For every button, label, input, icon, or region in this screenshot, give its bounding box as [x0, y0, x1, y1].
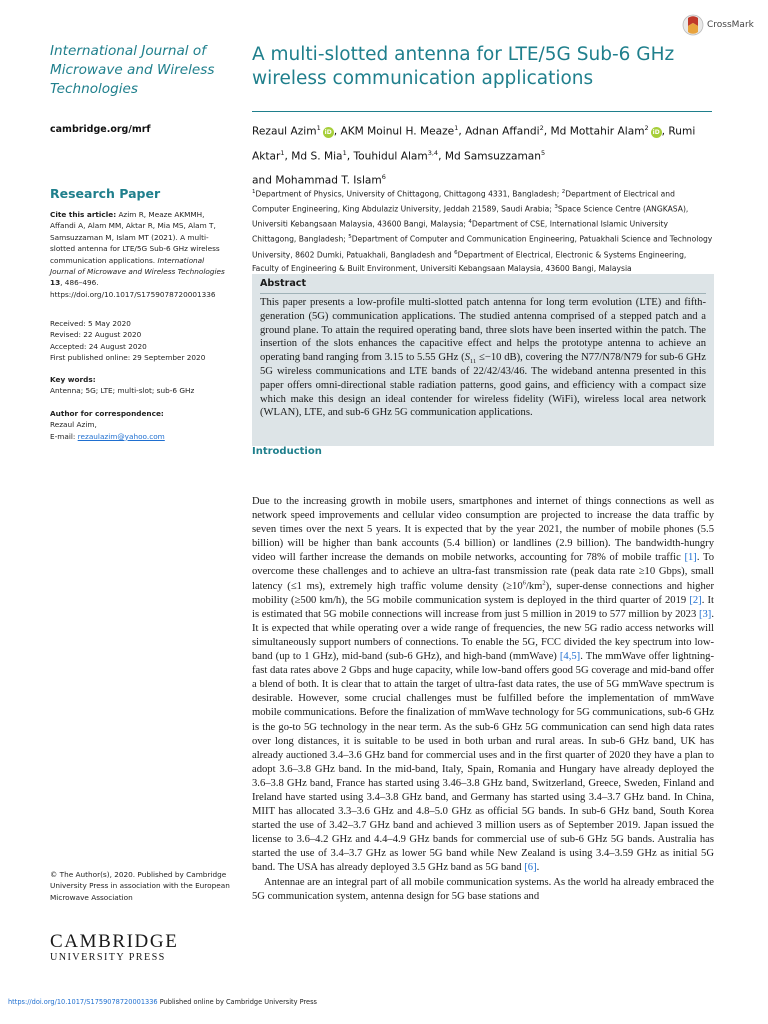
affiliation-number: 5	[348, 234, 352, 241]
paper-title: A multi-slotted antenna for LTE/5G Sub-6 GHz wireless communication applications	[252, 44, 675, 89]
citation-ref-6[interactable]: [6]	[524, 862, 537, 874]
abstract-part-1: This paper presents a low-profile multi-slotted patch antenna for long term evolution (LTE) and fifth-generation (5G) communication applications. The studied antenna comprised of a stepped patch and a ground plane. To attain the required operating band, three slots have been inserted within the patch. The insertion of the slots enhances the capacitive effect and helps the prototype antenna to achieve an operating band ranging from 3.15 to 5.55 GHz (	[260, 297, 706, 364]
introduction-heading: Introduction	[252, 446, 322, 457]
cite-volume: 13	[50, 278, 61, 288]
intro-paragraph-1	[252, 495, 714, 876]
author-name[interactable]: Rezaul Azim	[252, 125, 317, 138]
author-affiliation-number: 1	[316, 124, 321, 132]
author-affiliation-number: 1	[454, 124, 459, 132]
author-name[interactable]: Adnan Affandi	[465, 125, 540, 138]
affiliation-text: Space Science Centre (ANGKASA), Universiti Kebangsaan Malaysia, 43600 Bangi, Malaysia;	[252, 204, 689, 229]
intro-text: . It is expected that while operating over a wide range of frequencies, the new 5G radio access networks will simultaneously support numbers of connections. To enable the 5G, FCC divided the key spectrum into low-band (up to 1 GHz), mid-band (sub-6 GHz), and high-band (mmWave)	[252, 608, 714, 663]
affiliation-number: 1	[252, 189, 256, 195]
intro-text: .	[536, 862, 540, 874]
page-footer	[8, 998, 317, 1006]
author-affiliation-number: 3,4	[427, 148, 439, 157]
journal-website-link[interactable]: cambridge.org/mrf	[50, 124, 151, 135]
publisher-line2: UNIVERSITY PRESS	[50, 952, 166, 963]
abstract-s-symbol: S	[464, 352, 470, 364]
cite-pages-doi[interactable]: , 486–496. https://doi.org/10.1017/S1759078720001336	[50, 278, 216, 299]
accepted-date: Accepted: 24 August 2020	[50, 341, 147, 351]
crossmark-label: CrossMark	[707, 20, 754, 30]
author-affiliation-number: 1	[342, 148, 347, 157]
citation-ref-3[interactable]: [3]	[698, 608, 712, 620]
abstract-box	[252, 274, 714, 446]
crossmark-badge[interactable]	[682, 12, 762, 38]
author-list: Rezaul Azim$^1$iD , AKM Moinul H. Meaze$^1$, Adnan Affandi$^2$, Md Mottahir Alam$^2$iD , Rumi Aktar$^1$, Md S. Mia$^1$, Touhidul Alam$^{3,4}$, Md Samsuzzaman$^5$ and Mohammad T. Islam$^6$	[252, 124, 696, 187]
journal-name[interactable]: International Journal of Microwave and Wireless Technologies	[50, 43, 215, 97]
cite-text: Azim R, Meaze AKMMH, Affandi A, Alam MM, Aktar R, Mia MS, Alam T, Samsuzzaman M, Islam MT (2021). A multi-slotted antenna for LTE/5G Sub-6 GHz wireless communication applications.	[50, 210, 220, 265]
author-affiliation-number: 2	[539, 124, 544, 132]
citation-ref-2[interactable]: [2]	[689, 594, 702, 606]
intro-text: /km	[525, 580, 543, 592]
article-dates	[50, 318, 240, 364]
author-name[interactable]: Mohammad T. Islam	[275, 174, 382, 187]
affiliation-number: 6	[454, 249, 458, 256]
keywords-block	[50, 374, 240, 397]
author-name[interactable]: Md Samsuzzaman	[444, 150, 541, 163]
email-prefix: E-mail:	[50, 431, 78, 441]
superscript: 2	[542, 579, 546, 587]
intro-text: . It is estimated that 5G mobile connections will increase from just 5 million in 2019 to 577 million by 2023	[252, 594, 714, 620]
email-link[interactable]: rezaulazim@yahoo.com	[77, 431, 165, 441]
author-affiliation-number: 1	[280, 148, 285, 157]
cambridge-university-press-logo	[50, 932, 178, 964]
citation-ref-1[interactable]: [1]	[684, 552, 697, 564]
correspondence-label: Author for correspondence:	[50, 409, 164, 418]
keywords-label: Key words:	[50, 375, 96, 384]
author-name[interactable]: Md Mottahir Alam	[550, 125, 645, 138]
author-affiliation-number: 2	[644, 124, 649, 132]
abstract-s-subscript: 11	[470, 358, 477, 366]
received-date: Received: 5 May 2020	[50, 319, 131, 328]
affiliation-text: Department of Electrical, Electronic & Systems Engineering, Faculty of Engineering & Built Environment, Universiti Kebangsaan Malaysia, 43600 Bangi, Malaysia	[252, 250, 687, 273]
abstract-title: Abstract	[260, 278, 307, 289]
orcid-icon[interactable]: iD	[324, 128, 332, 136]
intro-text: ), super-dense connections and higher mobility (≥500 km/h), the 5G mobile communication system is deployed in the third quarter of 2019	[252, 580, 714, 606]
footer-text: Published online by Cambridge University Press	[157, 998, 317, 1006]
author-and: and	[252, 174, 272, 187]
author-name[interactable]: AKM Moinul H. Meaze	[340, 125, 455, 138]
cite-journal: International Journal of Microwave and Wireless Technologies	[50, 255, 225, 277]
citation-block	[50, 209, 230, 300]
affiliation-number: 3	[554, 204, 558, 211]
publisher-line1: CAMBRIDGE	[50, 931, 179, 952]
abstract-part-2: ≤−10 dB), covering the N77/N78/N79 for sub-6 GHz 5G wireless communications and LTE bands of 22/42/43/46. The wideband antenna presented in this paper offers omni-directional stable radiation patterns, good gains, and efficiency with a compact size which make this design an ideal contender for wireless fidelity (WiFi), wireless local area network (WLAN), LTE, and sub-6 GHz 5G communication applications.	[260, 352, 706, 419]
affiliation-text: Department of Electrical and Computer Engineering, King Abdulaziz University, Jeddah 21589, Saudi Arabia;	[252, 189, 675, 214]
author-name[interactable]: Touhidul Alam	[353, 150, 428, 163]
intro-text: . To overcome these challenges and to achieve an ultra-fast transmission rate (peak data rate ≥10 Gbps), small latency (≤1 ms), extremely high traffic volume density (≥10	[252, 552, 714, 592]
cite-label: Cite this article:	[50, 210, 117, 219]
author-affiliation-number: 5	[540, 148, 546, 157]
published-date: First published online: 29 September 2020	[50, 353, 206, 363]
affiliations	[252, 186, 714, 275]
citation-ref-4-5[interactable]: [4,5]	[559, 651, 581, 663]
affiliation-number: 4	[468, 219, 472, 226]
keywords-list: Antenna; 5G; LTE; multi-slot; sub-6 GHz	[50, 386, 195, 396]
abstract-text	[260, 296, 706, 420]
superscript: 6	[522, 579, 526, 587]
title-divider	[252, 111, 712, 112]
affiliation-text: Department of Computer and Communication Engineering, Patuakhali Science and Technology University, 8602 Dumki, Patuakhali, Bangladesh and	[252, 234, 713, 260]
footer-doi-link[interactable]: https://doi.org/10.1017/S1759078720001336	[8, 998, 158, 1006]
intro-paragraph-2: Antennae are an integral part of all mobile communication systems. As the world ha already embraced the 5G communication system, antenna design for 5G base stations and	[252, 876, 714, 902]
article-type-label: Research Paper	[50, 186, 161, 201]
abstract-divider	[260, 293, 706, 294]
copyright-notice: © The Author(s), 2020. Published by Cambridge University Press in association with the European Microwave Association	[50, 870, 230, 902]
crossmark-icon	[682, 14, 704, 36]
affiliation-number: 2	[561, 189, 566, 195]
affiliation-text: Department of CSE, International Islamic University Chittagong, Bangladesh;	[252, 219, 668, 244]
author-name[interactable]: Rumi Aktar	[252, 125, 696, 163]
correspondence-block	[50, 408, 240, 442]
intro-text: Due to the increasing growth in mobile users, smartphones and internet of things connections as well as network speed improvements and cellular video consumption are projected to increase the data traffic by seven times over the next 5 years. It is expected that by the year 2021, the number of mobile phones (5.5 billion) will be higher than bank accounts (5.4 billion) or landlines (2.9 billion). The bandwidth-hungry video will farther increase the demands on mobile networks, accounting for 78% of mobile traffic	[252, 496, 714, 564]
introduction-body	[252, 495, 714, 904]
orcid-icon[interactable]: iD	[652, 128, 660, 136]
intro-text: . The mmWave offer lightning-fast data rates above 2 Gbps and huge capacity, while low-band offers good 5G coverage and mid-band offer a blend of both. It is clear that to attain the target of ultra-fast data rates, the use of 5G mmWave spectrum is desirable. However, some crucial challenges must be fulfilled before the implementation of mmWave mobile communications. Before the finalization of mmWave technology for 5G communications, sub-6 GHz is the go-to 5G technology in the near term. As the sub-6 GHz 5G communication can send high data rates over long distances, it is suitable to be used in both urban and rural areas. In sub-6 GHz band, UK has already auctioned 3.4–3.6 GHz band for commercial uses and in the first quarter of 2020 they have a plan to adopt 3.6–3.8 GHz band. In the mid-band, Italy, Spain, Romania and Hungary have already deployed the 3.6–3.8 GHz band, France has started using 3.46–3.8 GHz band, Switzerland, Greece, Sweden, Finland and Ireland have started using 3.4–3.8 GHz band, and Germany has started using 3.4–3.7 GHz band. In China, MIIT has allocated 3.3–3.6 GHz and 4.8–5.0 GHz as official 5G bands. In sub-6 GHz band, South Korea started the use of 3.42–3.7 GHz band and achieved 3 million users as of September 2019. Japan issued the license to 3.6–4.2 GHz and 4.4–4.9 GHz bands for commercial use of sub-6 GHz 5G bands. Australia has started the use of 3.4–3.7 GHz as lower 5G band while New Zealand is using 3.4–3.59 GHz as initial 5G band. The USA has already deployed 3.5 GHz band as 5G band	[252, 651, 714, 874]
revised-date: Revised: 22 August 2020	[50, 330, 142, 340]
affiliation-text: Department of Physics, University of Chittagong, Chittagong 4331, Bangladesh;	[255, 189, 562, 199]
author-affiliation-number: 6	[381, 173, 386, 182]
correspondence-author: Rezaul Azim,	[50, 420, 97, 430]
author-name[interactable]: Md S. Mia	[291, 150, 343, 163]
